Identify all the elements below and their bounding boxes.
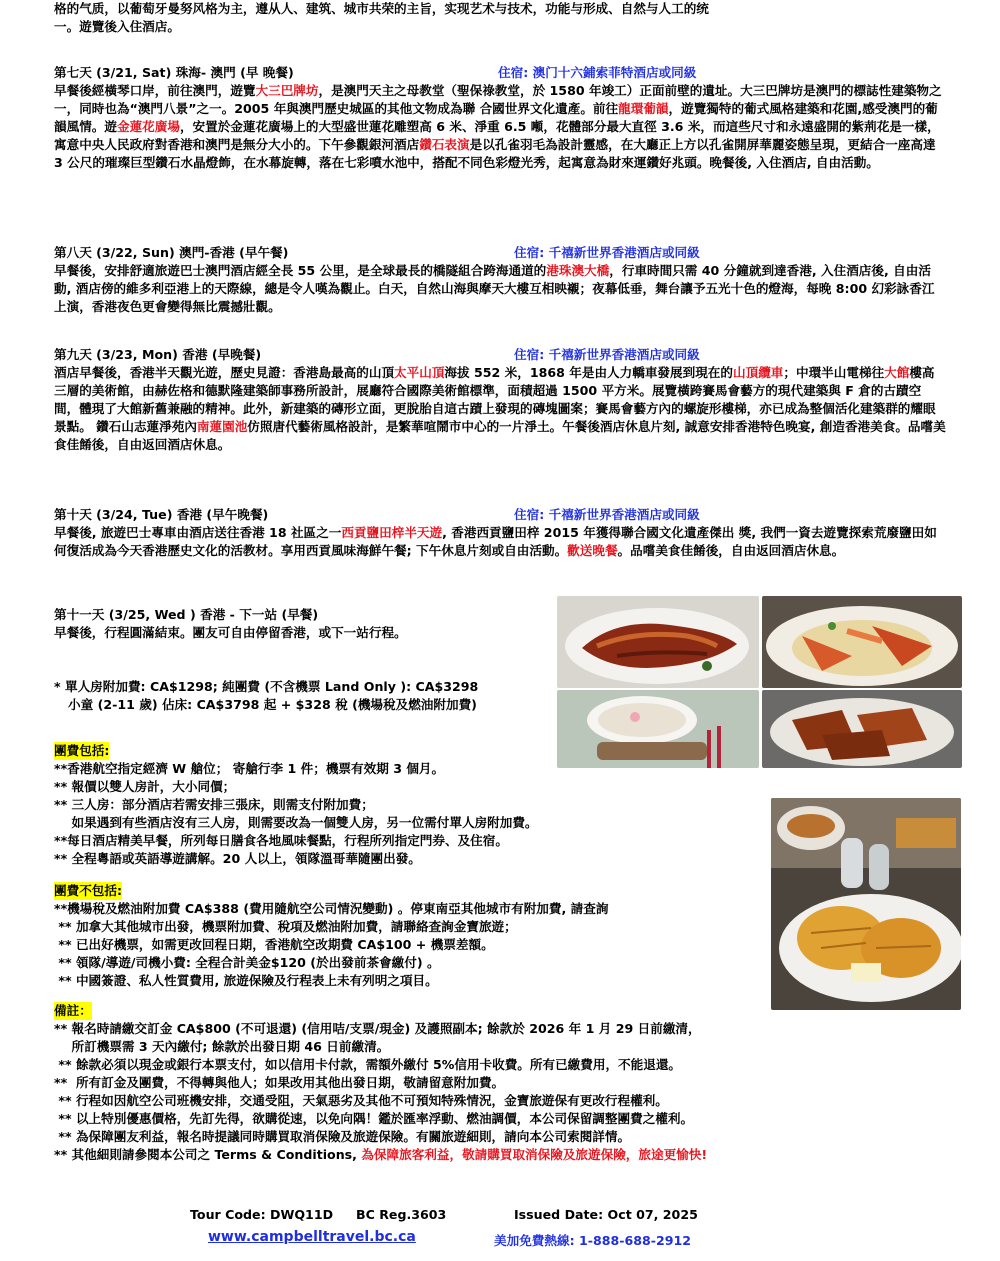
notes-line <box>54 1146 954 1164</box>
pricing-line: 小童 (2-11 歲) 佔床: CA$3798 起 + $328 稅 (機場稅及燃油附加費) <box>68 697 477 712</box>
description-text: ，遊覽獨特的葡式風格建築和花園,感受澳門的葡韻風情。遊 <box>54 101 938 134</box>
lobster-noodles-photo <box>762 596 962 688</box>
excludes-list <box>54 900 774 990</box>
day-block-10 <box>54 506 946 560</box>
description-text: ，安置於金蓮花廣場上的大型盛世蓮花雕塑高 6 米、淨重 6.5 噸，花體部分最大直徑 3.6 米，而這些尺寸和永遠盛開的紫荊花是一樣，寓意中央人民政府對香港和澳門是無分大小的。下午參觀銀河酒店 <box>54 119 940 152</box>
roast-meat-image <box>762 690 962 768</box>
description-text: 早餐後，安排舒適旅遊巴士澳門酒店經全長 55 公里，是全球最長的橋隧組合跨海通道的 <box>54 263 547 278</box>
roast-goose-photo <box>557 596 759 688</box>
congee-photo <box>557 690 759 768</box>
highlighted-place: 大館 <box>884 365 910 380</box>
notes-terms-text: ** 其他細則請參閱本公司之 Terms & Conditions, <box>54 1147 362 1162</box>
hotel-info: 住宿: 千禧新世界香港酒店或同級 <box>514 507 700 522</box>
description-text: 樓高三層的美術館，由赫佐格和德默隆建築師事務所設計，展廳符合國際美術館標準，面積超過 1500 平方米。展覽橫跨賽馬會藝方的現代建築與 F 倉的古蹟空間，體現了大館新舊兼融的精神。此外，新建築的磚形立面，更脫胎自這古蹟上發現的磚塊圖案；賽馬會藝方內的螺旋形樓梯，亦已成為整個活化建築群的耀眼景點。 鑽石山志蓮淨苑內 <box>54 365 936 434</box>
includes-item: 如果遇到有些酒店沒有三人房，則需要改為一個雙人房，另一位需付單人房附加費。 <box>54 815 538 830</box>
hotel-info: 住宿: 千禧新世界香港酒店或同級 <box>514 347 700 362</box>
notes-title: 備註： <box>54 1003 92 1018</box>
description-text: 仿照唐代藝術風格設計，是繁華喧鬧市中心的一片淨土。午餐後酒店休息片刻, 誠意安排香港特色晚宴, 創造香港美食。品嚐美食佳餚後，自由返回酒店休息。 <box>54 419 946 452</box>
excludes-title: 團費不包括: <box>54 883 123 898</box>
day-heading <box>54 346 946 364</box>
day-heading <box>54 606 554 624</box>
highlighted-place: 大三巴牌坊 <box>255 83 319 98</box>
day-description <box>54 524 946 560</box>
highlighted-place: 歡送晚餐 <box>567 543 618 558</box>
description-text: 酒店早餐後，香港半天觀光遊，歷史見證：香港島最高的山頂 <box>54 365 395 380</box>
hotline: 美加免費熱線: 1-888-688-2912 <box>494 1233 692 1248</box>
highlighted-place: 龍環葡韻 <box>618 101 669 116</box>
highlighted-place: 西貢鹽田梓半天遊 <box>341 525 443 540</box>
description-text: 海拔 552 米，1868 年是由人力轎車發展到現在的 <box>444 365 733 380</box>
issued-date: Issued Date: Oct 07, 2025 <box>514 1207 698 1222</box>
day-title: 第十天 (3/24, Tue) 香港 (早午晚餐) <box>54 507 269 522</box>
day-block-7 <box>54 64 946 172</box>
description-text: 。品嚐美食佳餚後，自由返回酒店休息。 <box>617 543 845 558</box>
notes-item: 所訂機票需 3 天內繳付; 餘款於出發日期 46 日前繳清。 <box>54 1039 390 1054</box>
lobster-noodles-image <box>762 596 962 688</box>
notes-item: ** 所有訂金及團費，不得轉與他人；如果改用其他出發日期，敬請留意附加費。 <box>54 1075 505 1090</box>
description-text: 是以孔雀羽毛為設計靈感，在大廳正上方以孔雀開屏華麗姿態呈現，更結合一座高達 3 公尺的璀璨巨型鑽石水晶燈飾，在水幕旋轉，落在七彩噴水池中，搭配不同色彩燈光秀，起寓意為財來運鑽好兆頭。晚餐後, 入住酒店, 自由活動。 <box>54 137 936 170</box>
pricing-line: * 單人房附加費: CA$1298; 純團費 (不含機票 Land Only ): CA$3298 <box>54 679 479 694</box>
roast-goose-image <box>557 596 759 688</box>
pineapple-bun-image <box>771 798 961 1010</box>
includes-title: 團費包括: <box>54 743 110 758</box>
day-title: 第八天 (3/22, Sun) 澳門-香港 (早午餐) <box>54 245 289 260</box>
intro-paragraph <box>54 0 954 36</box>
day-description <box>54 364 946 454</box>
description-text: 早餐後，行程圓滿結束。團友可自由停留香港，或下一站行程。 <box>54 625 407 640</box>
day-title: 第十一天 (3/25, Wed ) 香港 - 下一站 (早餐) <box>54 607 319 622</box>
highlighted-place: 南蓮園池 <box>196 419 248 434</box>
excludes-section <box>54 880 774 990</box>
hotel-info: 住宿: 千禧新世界香港酒店或同級 <box>514 245 700 260</box>
includes-item: **香港航空指定經濟 W 艙位； 寄艙行李 1 件；機票有效期 3 個月。 <box>54 761 445 776</box>
excludes-item: ** 已出好機票，如需更改回程日期，香港航空改期費 CA$100 + 機票差額。 <box>54 937 494 952</box>
notes-section <box>54 1000 954 1164</box>
hotel-info: 住宿: 澳门十六鋪索菲特酒店或同級 <box>498 65 697 80</box>
day-title: 第九天 (3/23, Mon) 香港 (早晚餐) <box>54 347 262 362</box>
day-block-9 <box>54 346 946 454</box>
intro-line: 一。遊覽後入住酒店。 <box>54 19 180 34</box>
pricing-section <box>54 678 554 714</box>
excludes-item: ** 加拿大其他城市出發，機票附加費、稅項及燃油附加費，請聯絡查詢金寶旅遊； <box>54 919 517 934</box>
day-description <box>54 82 946 172</box>
notes-item: ** 餘款必須以現金或銀行本票支付，如以信用卡付款，需額外繳付 5%信用卡收費。所有已繳費用，不能退還。 <box>54 1057 682 1072</box>
day-heading <box>54 244 946 262</box>
includes-item: ** 報價以雙人房計，大小同價； <box>54 779 236 794</box>
description-text: ，行車時間只需 40 分鐘就到達香港, 入住酒店後, 自由活動, 酒店傍的維多利亞港上的天際線，總是令人嘆為觀止。白天，自然山海與摩天大樓互相映襯；夜幕低垂，舞台讓予五光十色的燈海，每晚 8:00 幻彩詠香江上演，香港夜色更會變得無比震撼壯觀。 <box>54 263 935 314</box>
tour-code: Tour Code: DWQ11D <box>190 1207 334 1222</box>
highlighted-place: 港珠澳大橋 <box>546 263 610 278</box>
notes-item: ** 為保障團友利益，報名時提議同時購買取消保險及旅遊保險。有關旅遊細則，請向本公司索閱詳情。 <box>54 1129 631 1144</box>
congee-image <box>557 690 759 768</box>
excludes-item: ** 中國簽證、私人性質費用, 旅遊保險及行程表上未有列明之項目。 <box>54 973 438 988</box>
highlighted-place: 鑽石表演 <box>419 137 470 152</box>
includes-item: ** 全程粵語或英語導遊講解。20 人以上，領隊溫哥華隨團出發。 <box>54 851 421 866</box>
includes-item: ** 三人房：部分酒店若需安排三張床，則需支付附加費； <box>54 797 374 812</box>
includes-item: **每日酒店精美早餐，所列每日膳食各地風味餐點，行程所列指定門券、及住宿。 <box>54 833 508 848</box>
description-text: 早餐後, 旅遊巴士專車由酒店送往香港 18 社區之一 <box>54 525 342 540</box>
notes-item: ** 報名時請繳交訂金 CA$800 (不可退還) (信用咭/支票/現金) 及護照副本; 餘款於 2026 年 1 月 29 日前繳清， <box>54 1021 701 1036</box>
day-heading <box>54 64 946 82</box>
excludes-item: **機場稅及燃油附加費 CA$388 (費用隨航空公司情況變動) 。停東南亞其他城市有附加費, 請查詢 <box>54 901 609 916</box>
highlighted-place: 金蓮花廣場 <box>116 119 180 134</box>
day-title: 第七天 (3/21, Sat) 珠海- 澳門 (早 晚餐) <box>54 65 294 80</box>
pineapple-bun-breakfast-photo <box>771 798 961 1010</box>
description-text: , 香港西貢鹽田梓 2015 年獲得聯合國文化遺產傑出 獎, 我們一資去遊覽探索荒廢鹽田如何復活成為今天香港歷史文化的活教材。享用西貢風味海鮮午餐; 下午休息片刻或自由活動。 <box>54 525 937 558</box>
description-text: 早餐後經橫琴口岸，前往澳門，遊覽 <box>54 83 256 98</box>
notes-list <box>54 1020 954 1146</box>
roast-meat-photo <box>762 690 962 768</box>
description-text: ，是澳門天主之母教堂（聖保祿教堂，於 1580 年竣工）正面前壁的遺址。大三巴牌坊是澳門的標誌性建築物之一，同時也為“澳門八景”之一。2005 年與澳門歷史城區的其他文物成為聯 合國世界文化遺產。前往 <box>54 83 942 116</box>
includes-list <box>54 760 774 868</box>
insurance-reminder: 為保障旅客利益，敬請購買取消保險及旅遊保險，旅途更愉快! <box>361 1147 708 1162</box>
highlighted-place: 太平山頂 <box>394 365 445 380</box>
day-heading <box>54 506 946 524</box>
description-text: ；中環半山電梯往 <box>783 365 885 380</box>
day-block-11 <box>54 606 554 642</box>
day-description <box>54 262 946 316</box>
excludes-item: ** 領隊/導遊/司機小費: 全程合計美金$120 (於出發前茶會繳付) 。 <box>54 955 440 970</box>
bc-reg: BC Reg.3603 <box>356 1207 447 1222</box>
day-block-8 <box>54 244 946 316</box>
intro-line: 格的气质，以葡萄牙曼努风格为主，遵从人、建筑、城市共荣的主旨，实现艺术与技术，功能与形成、自然与人工的统 <box>54 1 709 16</box>
highlighted-place: 山頂纜車 <box>733 365 784 380</box>
website-link[interactable]: www.campbelltravel.bc.ca <box>208 1229 416 1245</box>
notes-item: ** 以上特別優惠價格，先訂先得，欲購從速，以免向隅！鑑於匯率浮動、燃油調價，本公司保留調整團費之權利。 <box>54 1111 694 1126</box>
day-description <box>54 624 554 642</box>
notes-item: ** 行程如因航空公司班機安排，交通受阻，天氣惡劣及其他不可預知特殊情況，金寶旅遊保有更改行程權利。 <box>54 1093 668 1108</box>
